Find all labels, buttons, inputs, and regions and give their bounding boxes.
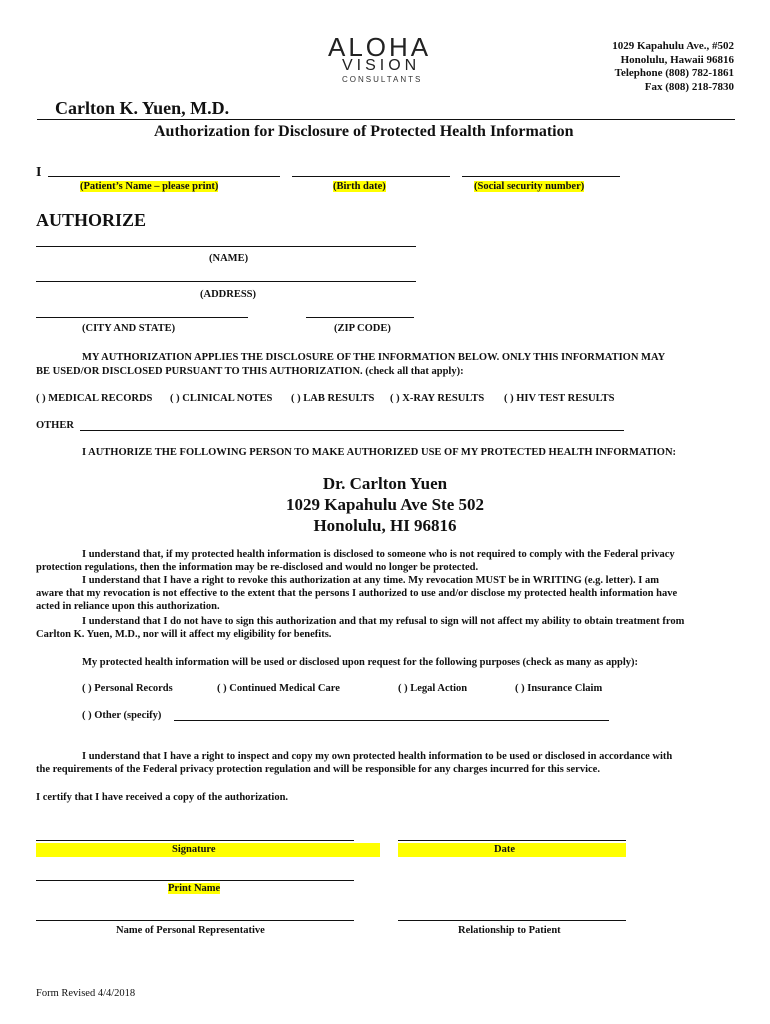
form-title: Authorization for Disclosure of Protected Health Information xyxy=(154,123,574,140)
other-label: OTHER xyxy=(36,420,74,431)
purpose-continued-care[interactable]: ( ) Continued Medical Care xyxy=(217,683,340,694)
authorize-person-text: I AUTHORIZE THE FOLLOWING PERSON TO MAKE AUTHORIZED USE OF MY PROTECTED HEALTH INFORMATION: xyxy=(82,447,677,458)
recipient-block-line2: 1029 Kapahulu Ave Ste 502 xyxy=(285,495,485,514)
understand-p3-l1: I understand that I do not have to sign this authorization and that my refusal to sign will not affect my ability to obtain treatment from xyxy=(82,616,685,627)
recipient-city-field[interactable] xyxy=(36,317,248,318)
signature-label: Signature xyxy=(172,844,216,855)
recipient-block xyxy=(0,473,770,536)
logo-main: ALOHA xyxy=(328,32,432,62)
logo-consultants: CONSULTANTS xyxy=(342,75,423,84)
address-line3: Telephone (808) 782-1861 xyxy=(614,67,734,79)
option-xray-results[interactable]: ( ) X-RAY RESULTS xyxy=(390,393,485,404)
form-revised: Form Revised 4/4/2018 xyxy=(36,988,136,999)
recipient-name-field[interactable] xyxy=(36,246,416,247)
patient-name-label: (Patient’s Name – please print) xyxy=(80,181,219,192)
understand-p2-l3: acted in reliance upon this authorization. xyxy=(36,601,220,612)
purpose-personal-records[interactable]: ( ) Personal Records xyxy=(82,683,173,694)
recipient-zip-field[interactable] xyxy=(306,317,414,318)
understand-p2-l2: aware that my revocation is not effective to the extent that the persons I authorized to use and/or disclose my protected health information have xyxy=(36,588,678,599)
inspect-l2: the requirements of the Federal privacy protection regulation and will be responsible for any charges incurred for this service. xyxy=(36,764,600,775)
recipient-name-label: (NAME) xyxy=(209,253,249,264)
date-field[interactable] xyxy=(398,840,626,841)
relationship-label: Relationship to Patient xyxy=(458,925,561,936)
recipient-block-line3: Honolulu, HI 96816 xyxy=(313,516,457,535)
address-line2: Honolulu, Hawaii 96816 xyxy=(620,53,734,66)
address-line4: Fax (808) 218-7830 xyxy=(644,80,734,93)
recipient-address-field[interactable] xyxy=(36,281,416,282)
option-hiv-results[interactable]: ( ) HIV TEST RESULTS xyxy=(504,393,615,404)
recipient-block-line1: Dr. Carlton Yuen xyxy=(322,474,448,493)
relationship-field[interactable] xyxy=(398,920,626,921)
address-line1: 1029 Kapahulu Ave., #502 xyxy=(612,40,734,52)
authorize-heading: AUTHORIZE xyxy=(36,210,147,230)
print-name-field[interactable] xyxy=(36,880,354,881)
logo xyxy=(328,34,446,84)
doctor-name: Carlton K. Yuen, M.D. xyxy=(55,98,230,118)
recipient-city-label: (CITY AND STATE) xyxy=(82,323,176,334)
recipient-address-label: (ADDRESS) xyxy=(200,289,257,300)
understand-p2-l1: I understand that I have a right to revoke this authorization at any time. My revocation MUST be in WRITING (e.g. letter). I am xyxy=(82,575,659,586)
purposes-text: My protected health information will be used or disclosed upon request for the following purposes (check as many as apply): xyxy=(82,657,639,668)
option-clinical-notes[interactable]: ( ) CLINICAL NOTES xyxy=(170,393,273,404)
header-rule xyxy=(37,119,735,120)
other-field[interactable] xyxy=(80,430,624,431)
print-name-label: Print Name xyxy=(168,883,221,894)
ssn-label: (Social security number) xyxy=(474,181,585,192)
inspect-l1: I understand that I have a right to inspect and copy my own protected health information to be used or disclosed in accordance with xyxy=(82,751,673,762)
practice-address xyxy=(612,40,734,94)
certify-text: I certify that I have received a copy of the authorization. xyxy=(36,792,289,803)
understand-p3-l2: Carlton K. Yuen, M.D., nor will it affect my eligibility for benefits. xyxy=(36,629,332,640)
ssn-field[interactable] xyxy=(462,176,620,177)
recipient-zip-label: (ZIP CODE) xyxy=(334,323,391,334)
understand-p1-l1: I understand that, if my protected health information is disclosed to someone who is not required to comply with the Federal privacy xyxy=(82,549,675,560)
understand-p1-l2: protection regulations, then the information may be re-disclosed and would no longer be protected. xyxy=(36,562,479,573)
birth-date-field[interactable] xyxy=(292,176,450,177)
signature-field[interactable] xyxy=(36,840,354,841)
birth-date-label: (Birth date) xyxy=(333,181,386,192)
purpose-other-specify[interactable]: ( ) Other (specify) xyxy=(82,710,162,721)
applies-line2: BE USED/OR DISCLOSED PURSUANT TO THIS AUTHORIZATION. (check all that apply): xyxy=(36,366,464,377)
option-medical-records[interactable]: ( ) MEDICAL RECORDS xyxy=(36,393,153,404)
date-label: Date xyxy=(494,844,515,855)
patient-name-field[interactable] xyxy=(48,176,280,177)
applies-line1: MY AUTHORIZATION APPLIES THE DISCLOSURE OF THE INFORMATION BELOW. ONLY THIS INFORMATION MAY xyxy=(82,352,666,363)
representative-label: Name of Personal Representative xyxy=(116,925,265,936)
representative-field[interactable] xyxy=(36,920,354,921)
other-specify-field[interactable] xyxy=(174,720,609,721)
purpose-insurance-claim[interactable]: ( ) Insurance Claim xyxy=(515,683,603,694)
purpose-legal-action[interactable]: ( ) Legal Action xyxy=(398,683,468,694)
option-lab-results[interactable]: ( ) LAB RESULTS xyxy=(291,393,375,404)
patient-prefix: I xyxy=(36,165,42,180)
logo-vision: VISION xyxy=(342,57,421,74)
